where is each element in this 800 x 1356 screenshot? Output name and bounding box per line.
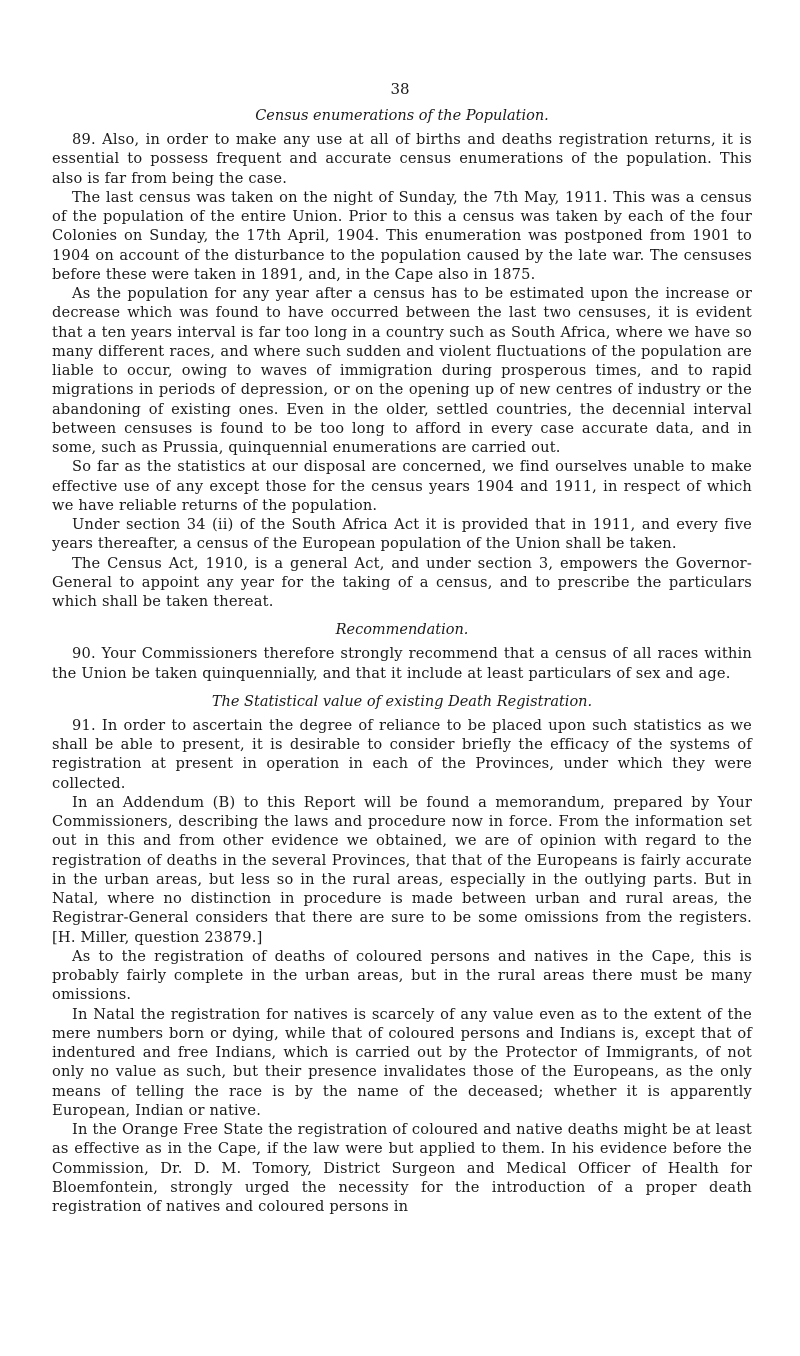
paragraph-89: 89. Also, in order to make any use at all of births and deaths registration returns, it is essential to possess frequent and accurate census enumerations of the population. This also is far from being the case. [52, 131, 752, 187]
paragraph: In Natal the registration for natives is scarcely of any value even as to the extent of the mere numbers born or dying, while that of coloured persons and Indians is, except that of indentured and free Indians, which is carried out by the Protector of Immigrants, of not only no value as such, but their presence invalidates those of the Europeans, as the only means of telling the race is by the name of the deceased; whether it is apparently European, Indian or native. [52, 1005, 752, 1119]
paragraph-91: 91. In order to ascertain the degree of reliance to be placed upon such statistics as we shall be able to present, it is desirable to consider briefly the efficacy of the systems of registration at present in operation in each of the Provinces, under which they were collected. [52, 716, 752, 792]
section-heading-census: Census enumerations of the Population. [255, 108, 549, 124]
page-number: 38 [390, 80, 410, 98]
paragraph: The last census was taken on the night of Sunday, the 7th May, 1911. This was a census of the population of the entire Union. Prior to this a census was taken by each of the four Colonies on Sunday, the 17th April, 1904. This enumeration was postponed from 1901 to 1904 on account of the disturbance to the population caused by the late war. The censuses before these were taken in 1891, and, in the Cape also in 1875. [52, 188, 752, 283]
paragraph: As to the registration of deaths of coloured persons and natives in the Cape, this is probably fairly complete in the urban areas, but in the rural areas there must be many omissions. [52, 947, 752, 1004]
paragraph: In an Addendum (B) to this Report will be found a memorandum, prepared by Your Commissioners, describing the laws and procedure now in force. From the information set out in this and from other evidence we obtained, we are of opinion with regard to the registration of deaths in the several Provinces, that that of the Europeans is fairly accurate in the urban areas, but less so in the rural areas, especially in the outlying parts. But in Natal, where no distinction in procedure is made between urban and rural areas, the Registrar-General considers that there are sure to be some omissions from the registers. [H. Miller, question 23879.] [52, 793, 752, 946]
paragraph: Under section 34 (ii) of the South Africa Act it is provided that in 1911, and every five years thereafter, a census of the European population of the Union shall be taken. [52, 516, 752, 553]
paragraph: As the population for any year after a census has to be estimated upon the increase or decrease which was found to have occurred between the last two censuses, it is evident that a ten years interval is far too long in a country such as South Africa, where we have so many different races, and where such sudden and violent fluctuations of the population are liable to occur, owing to waves of immigration during prosperous times, and to rapid migrations in periods of depression, or on the opening up of new centres of industry or the abandoning of existing ones. Even in the older, settled countries, the decennial interval between censuses is found to be too long to afford in every case accurate data, and in some, such as Prussia, quinquennial enumerations are carried out. [52, 285, 752, 456]
section-heading-death-registration: The Statistical value of existing Death Registration. [211, 693, 593, 710]
paragraph: In the Orange Free State the registration of coloured and native deaths might be at least as effective as in the Cape, if the law were but applied to them. In his evidence before the Commission, Dr. D. M. Tomory, District Surgeon and Medical Officer of Health for Bloemfontein, strongly urged the necessity for the introduction of a proper death registration of natives and coloured persons in [52, 1121, 752, 1215]
paragraph: So far as the statistics at our disposal are concerned, we find ourselves unable to make effective use of any except those for the census years 1904 and 1911, in respect of which we have reliable returns of the population. [52, 458, 752, 514]
page-body [52, 103, 752, 1216]
section-heading-recommendation: Recommendation. [335, 622, 469, 639]
paragraph-90: 90. Your Commissioners therefore strongly recommend that a census of all races within the Union be taken quinquennially, and that it include at least particulars of sex and age. [52, 645, 752, 682]
paragraph: The Census Act, 1910, is a general Act, and under section 3, empowers the Governor-General to appoint any year for the taking of a census, and to prescribe the particulars which shall be taken thereat. [52, 554, 752, 610]
